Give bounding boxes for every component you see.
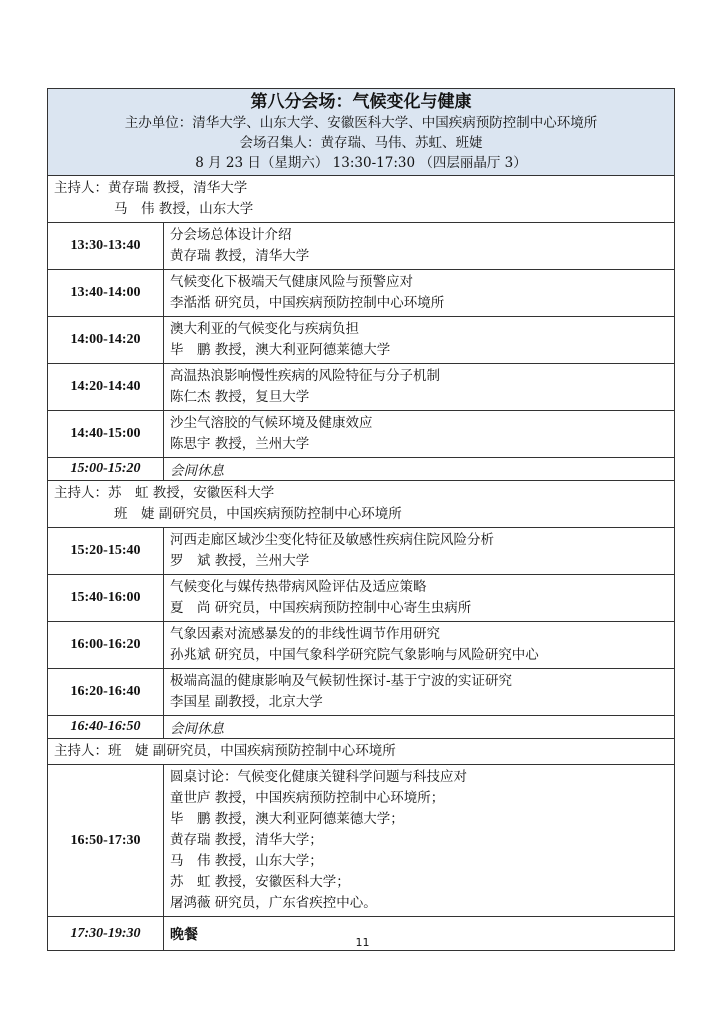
talk-title: 澳大利亚的气候变化与疾病负担 xyxy=(170,321,359,337)
header-row xyxy=(48,89,675,176)
host-line: 班 婕 副研究员，中国疾病预防控制中心环境所 xyxy=(114,506,402,522)
session-title: 第八分会场：气候变化与健康 xyxy=(250,92,472,112)
participant: 黄存瑞 教授，清华大学； xyxy=(170,832,323,848)
talk-cell xyxy=(164,669,675,716)
talk-speaker: 夏 尚 研究员，中国疾病预防控制中心寄生虫病所 xyxy=(170,600,472,616)
talk-title: 高温热浪影响慢性疾病的风险特征与分子机制 xyxy=(170,368,440,384)
talk-speaker: 黄存瑞 教授，清华大学 xyxy=(170,248,310,264)
table-row xyxy=(48,223,675,270)
talk-time: 16:20-16:40 xyxy=(48,669,164,716)
table-row xyxy=(48,575,675,622)
talk-speaker: 陈仁杰 教授，复旦大学 xyxy=(170,389,310,405)
participant: 童世庐 教授，中国疾病预防控制中心环境所； xyxy=(170,790,445,806)
talk-time: 14:00-14:20 xyxy=(48,317,164,364)
talk-cell xyxy=(164,528,675,575)
header-cell xyxy=(48,89,675,176)
break-label: 会间休息 xyxy=(164,458,675,481)
talk-time: 14:40-15:00 xyxy=(48,411,164,458)
dinner-time: 17:30-19:30 xyxy=(48,917,164,951)
participant: 马 伟 教授，山东大学； xyxy=(170,853,323,869)
table-row xyxy=(48,669,675,716)
break-time: 16:40-16:50 xyxy=(48,716,164,739)
break-time: 15:00-15:20 xyxy=(48,458,164,481)
table-row xyxy=(48,411,675,458)
host-row xyxy=(48,481,675,528)
break-row xyxy=(48,458,675,481)
talk-title: 气候变化下极端天气健康风险与预警应对 xyxy=(170,274,413,290)
talk-cell xyxy=(164,622,675,669)
talk-title: 气候变化与媒传热带病风险评估及适应策略 xyxy=(170,579,427,595)
talk-time: 14:20-14:40 xyxy=(48,364,164,411)
talk-cell xyxy=(164,317,675,364)
host-cell xyxy=(48,176,675,223)
talk-title: 极端高温的健康影响及气候韧性探讨-基于宁波的实证研究 xyxy=(170,673,513,689)
table-row xyxy=(48,364,675,411)
schedule-page xyxy=(47,88,674,951)
talk-time: 13:30-13:40 xyxy=(48,223,164,270)
table-row xyxy=(48,270,675,317)
page-number: 11 xyxy=(355,936,370,949)
host-line: 主持人：班 婕 副研究员，中国疾病预防控制中心环境所 xyxy=(54,743,396,759)
roundtable-cell xyxy=(164,765,675,917)
participant: 屠鸿薇 研究员，广东省疾控中心。 xyxy=(170,895,377,911)
talk-title: 气象因素对流感暴发的的非线性调节作用研究 xyxy=(170,626,440,642)
schedule-table xyxy=(47,88,675,951)
host-row xyxy=(48,176,675,223)
talk-title: 沙尘气溶胶的气候环境及健康效应 xyxy=(170,415,373,431)
host-cell xyxy=(48,739,675,765)
talk-speaker: 罗 斌 教授，兰州大学 xyxy=(170,553,310,569)
break-row xyxy=(48,716,675,739)
talk-cell xyxy=(164,575,675,622)
table-row xyxy=(48,528,675,575)
break-label: 会间休息 xyxy=(164,716,675,739)
talk-title: 河西走廊区域沙尘变化特征及敏感性疾病住院风险分析 xyxy=(170,532,494,548)
host-cell xyxy=(48,481,675,528)
talk-time: 15:20-15:40 xyxy=(48,528,164,575)
talk-speaker: 毕 鹏 教授，澳大利亚阿德莱德大学 xyxy=(170,342,391,358)
dinner-label: 晚餐 xyxy=(164,917,675,951)
talk-time: 16:50-17:30 xyxy=(48,765,164,917)
host-line: 主持人：黄存瑞 教授，清华大学 xyxy=(54,180,248,196)
talk-cell xyxy=(164,270,675,317)
talk-speaker: 陈思宇 教授，兰州大学 xyxy=(170,436,310,452)
conveners: 会场召集人：黄存瑞、马伟、苏虹、班婕 xyxy=(239,135,483,151)
talk-speaker: 孙兆斌 研究员，中国气象科学研究院气象影响与风险研究中心 xyxy=(170,647,539,663)
talk-cell xyxy=(164,411,675,458)
host-line: 马 伟 教授，山东大学 xyxy=(114,201,254,217)
talk-cell xyxy=(164,223,675,270)
roundtable-title: 圆桌讨论：气候变化健康关键科学问题与科技应对 xyxy=(170,769,467,785)
table-row xyxy=(48,622,675,669)
participant: 苏 虹 教授，安徽医科大学； xyxy=(170,874,350,890)
talk-speaker: 李国星 副教授，北京大学 xyxy=(170,694,323,710)
host-row xyxy=(48,739,675,765)
talk-time: 15:40-16:00 xyxy=(48,575,164,622)
host-line: 主持人：苏 虹 教授，安徽医科大学 xyxy=(54,485,275,501)
talk-time: 13:40-14:00 xyxy=(48,270,164,317)
talk-time: 16:00-16:20 xyxy=(48,622,164,669)
talk-cell xyxy=(164,364,675,411)
roundtable-row xyxy=(48,765,675,917)
table-row xyxy=(48,317,675,364)
organizers: 主办单位：清华大学、山东大学、安徽医科大学、中国疾病预防控制中心环境所 xyxy=(124,115,598,131)
session-datetime: 8 月 23 日（星期六） 13:30-17:30 （四层丽晶厅 3） xyxy=(195,155,527,171)
talk-title: 分会场总体设计介绍 xyxy=(170,227,292,243)
participant: 毕 鹏 教授，澳大利亚阿德莱德大学； xyxy=(170,811,404,827)
talk-speaker: 李湉湉 研究员，中国疾病预防控制中心环境所 xyxy=(170,295,445,311)
